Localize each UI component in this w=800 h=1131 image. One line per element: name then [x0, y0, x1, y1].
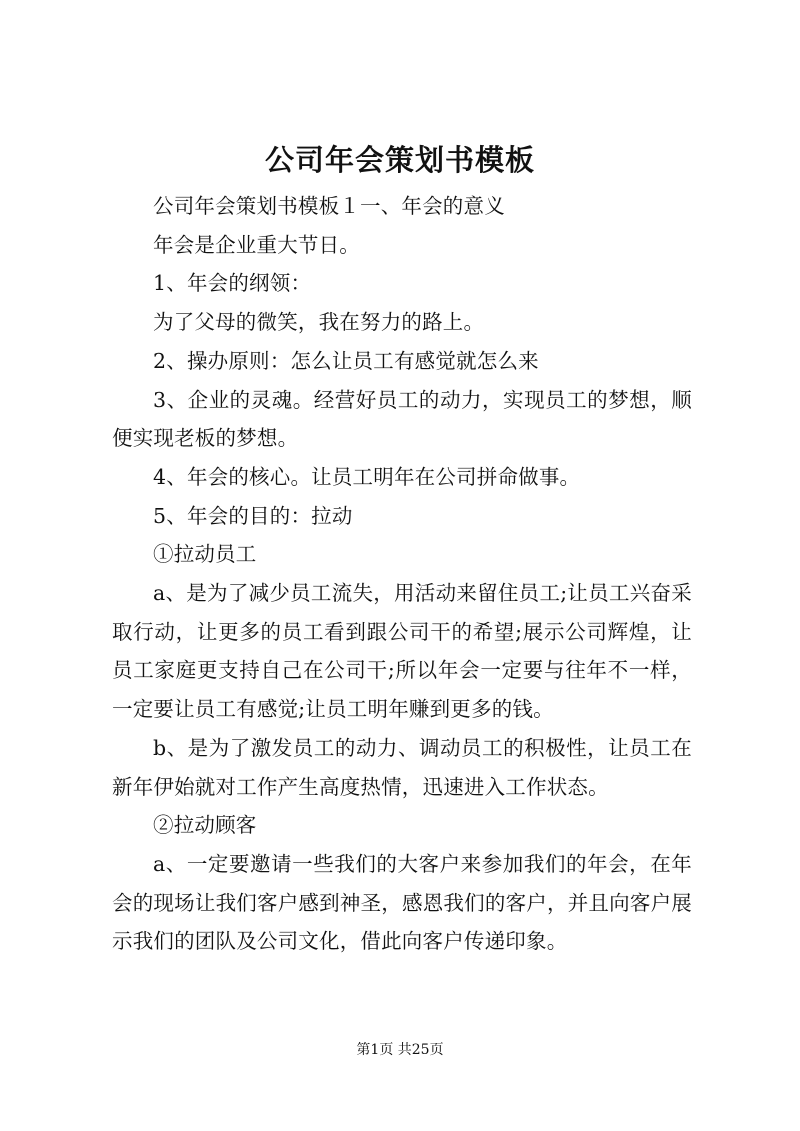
paragraph: 5、年会的目的：拉动 [153, 503, 353, 528]
paragraph: a、是为了减少员工流失，用活动来留住员工;让员工兴奋采取行动，让更多的员工看到跟公司干的希望;展示公司辉煌，让员工家庭更支持自己在公司干;所以年会一定要与往年不一样，一定要让员工有感觉;让员工明年赚到更多的钱。 [112, 581, 692, 722]
paragraph: 1、年会的纲领： [153, 271, 312, 296]
document-title: 公司年会策划书模板 [264, 143, 535, 177]
paragraph: b、是为了激发员工的动力、调动员工的积极性，让员工在新年伊始就对工作产生高度热情，迅速进入工作状态。 [112, 735, 692, 799]
paragraph: 3、企业的灵魂。经营好员工的动力，实现员工的梦想，顺便实现老板的梦想。 [112, 387, 692, 451]
page-footer: 第1页 共25页 [356, 1042, 444, 1058]
paragraph: 为了父母的微笑，我在努力的路上。 [153, 310, 485, 335]
paragraph: ①拉动员工 [153, 542, 257, 567]
paragraph: 2、操办原则：怎么让员工有感觉就怎么来 [153, 348, 539, 373]
paragraph: 4、年会的核心。让员工明年在公司拼命做事。 [153, 464, 581, 489]
paragraph: a、一定要邀请一些我们的大客户来参加我们的年会，在年会的现场让我们客户感到神圣，感恩我们的客户，并且向客户展示我们的团队及公司文化，借此向客户传递印象。 [112, 851, 692, 954]
paragraph: 公司年会策划书模板１一、年会的意义 [153, 194, 505, 218]
document-body [112, 187, 692, 961]
paragraph: 年会是企业重大节日。 [153, 232, 360, 257]
paragraph: ②拉动顾客 [153, 813, 257, 838]
